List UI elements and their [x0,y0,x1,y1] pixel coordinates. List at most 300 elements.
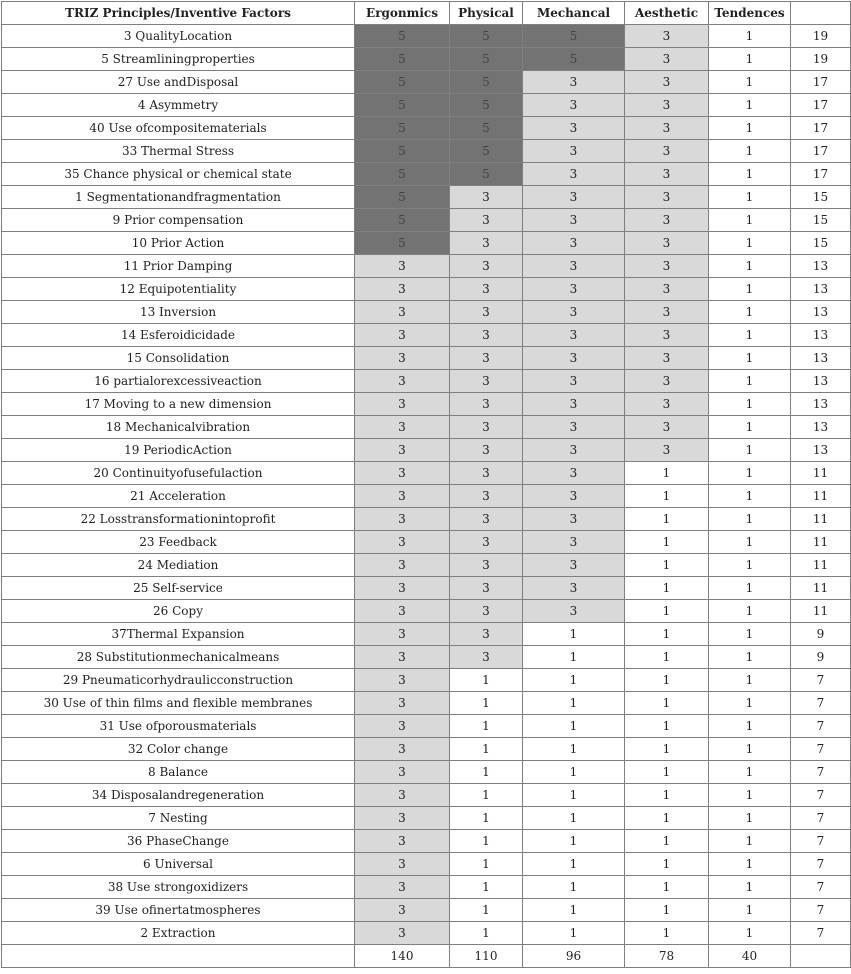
cell-tendences: 1 [709,531,791,554]
cell-mechanical: 3 [523,439,625,462]
cell-ergonomics: 3 [355,554,450,577]
cell-aesthetic: 3 [625,439,709,462]
cell-total: 17 [791,117,851,140]
cell-total: 7 [791,692,851,715]
table-row [2,715,851,738]
table-row [2,324,851,347]
table-row [2,508,851,531]
principle-label: 26 Copy [2,600,355,623]
principle-label: 5 Streamliningproperties [2,48,355,71]
cell-physical: 3 [450,393,523,416]
cell-mechanical: 5 [523,25,625,48]
cell-physical: 1 [450,715,523,738]
cell-tendences: 1 [709,232,791,255]
table-row [2,485,851,508]
cell-tendences: 1 [709,186,791,209]
cell-total: 13 [791,324,851,347]
cell-mechanical: 1 [523,669,625,692]
cell-total: 11 [791,531,851,554]
cell-mechanical: 3 [523,416,625,439]
cell-ergonomics: 3 [355,600,450,623]
principle-label: 11 Prior Damping [2,255,355,278]
total-aesthetic: 78 [625,945,709,968]
cell-total: 13 [791,370,851,393]
cell-physical: 3 [450,554,523,577]
cell-tendences: 1 [709,209,791,232]
cell-aesthetic: 3 [625,163,709,186]
table-row [2,48,851,71]
cell-total: 13 [791,347,851,370]
cell-tendences: 1 [709,922,791,945]
cell-physical: 3 [450,439,523,462]
cell-total: 17 [791,163,851,186]
cell-aesthetic: 3 [625,209,709,232]
cell-physical: 5 [450,48,523,71]
cell-tendences: 1 [709,278,791,301]
cell-ergonomics: 5 [355,140,450,163]
cell-total: 7 [791,853,851,876]
cell-physical: 1 [450,853,523,876]
cell-total: 7 [791,715,851,738]
cell-ergonomics: 3 [355,830,450,853]
table-row [2,738,851,761]
cell-tendences: 1 [709,163,791,186]
cell-tendences: 1 [709,876,791,899]
table-row [2,140,851,163]
cell-physical: 3 [450,255,523,278]
cell-tendences: 1 [709,48,791,71]
cell-physical: 1 [450,876,523,899]
cell-aesthetic: 1 [625,784,709,807]
cell-physical: 5 [450,71,523,94]
cell-tendences: 1 [709,761,791,784]
cell-tendences: 1 [709,94,791,117]
table-row [2,71,851,94]
cell-tendences: 1 [709,393,791,416]
cell-aesthetic: 3 [625,48,709,71]
table-row [2,876,851,899]
cell-physical: 3 [450,600,523,623]
table-row [2,692,851,715]
cell-mechanical: 1 [523,646,625,669]
cell-aesthetic: 1 [625,922,709,945]
cell-ergonomics: 5 [355,48,450,71]
cell-tendences: 1 [709,462,791,485]
cell-mechanical: 3 [523,71,625,94]
principle-label: 1 Segmentationandfragmentation [2,186,355,209]
table-row [2,853,851,876]
cell-ergonomics: 5 [355,232,450,255]
cell-physical: 3 [450,301,523,324]
cell-ergonomics: 3 [355,416,450,439]
cell-physical: 1 [450,899,523,922]
table-row [2,807,851,830]
cell-total: 15 [791,186,851,209]
cell-mechanical: 3 [523,531,625,554]
cell-physical: 3 [450,209,523,232]
cell-aesthetic: 1 [625,577,709,600]
cell-ergonomics: 3 [355,347,450,370]
cell-aesthetic: 3 [625,393,709,416]
cell-mechanical: 3 [523,485,625,508]
table-row [2,186,851,209]
cell-aesthetic: 3 [625,278,709,301]
cell-total: 19 [791,48,851,71]
principle-label: 24 Mediation [2,554,355,577]
cell-aesthetic: 1 [625,738,709,761]
cell-mechanical: 3 [523,94,625,117]
cell-ergonomics: 5 [355,25,450,48]
cell-ergonomics: 3 [355,324,450,347]
principle-label: 3 QualityLocation [2,25,355,48]
cell-physical: 1 [450,669,523,692]
cell-ergonomics: 3 [355,531,450,554]
cell-total: 19 [791,25,851,48]
table-row [2,830,851,853]
cell-tendences: 1 [709,738,791,761]
cell-tendences: 1 [709,807,791,830]
cell-aesthetic: 3 [625,255,709,278]
cell-tendences: 1 [709,416,791,439]
principle-label: 36 PhaseChange [2,830,355,853]
cell-physical: 3 [450,416,523,439]
cell-total: 7 [791,761,851,784]
table-row [2,600,851,623]
cell-mechanical: 1 [523,830,625,853]
cell-aesthetic: 1 [625,531,709,554]
principle-label: 25 Self-service [2,577,355,600]
cell-tendences: 1 [709,853,791,876]
cell-aesthetic: 3 [625,25,709,48]
principle-label: 21 Acceleration [2,485,355,508]
total-mechanical: 96 [523,945,625,968]
principle-label: 39 Use ofinertatmospheres [2,899,355,922]
cell-tendences: 1 [709,508,791,531]
cell-mechanical: 1 [523,922,625,945]
cell-mechanical: 1 [523,876,625,899]
cell-tendences: 1 [709,25,791,48]
cell-aesthetic: 3 [625,347,709,370]
table-body [2,25,851,945]
principle-label: 8 Balance [2,761,355,784]
principle-label: 10 Prior Action [2,232,355,255]
cell-aesthetic: 1 [625,830,709,853]
cell-mechanical: 3 [523,186,625,209]
cell-mechanical: 1 [523,899,625,922]
cell-physical: 3 [450,370,523,393]
cell-ergonomics: 3 [355,462,450,485]
cell-ergonomics: 3 [355,646,450,669]
table-row [2,531,851,554]
header-total [791,2,851,25]
cell-mechanical: 1 [523,715,625,738]
cell-total: 11 [791,462,851,485]
cell-mechanical: 5 [523,48,625,71]
table-row [2,669,851,692]
cell-ergonomics: 3 [355,577,450,600]
cell-tendences: 1 [709,140,791,163]
cell-mechanical: 3 [523,232,625,255]
table-row [2,784,851,807]
principle-label: 19 PeriodicAction [2,439,355,462]
principle-label: 2 Extraction [2,922,355,945]
cell-total: 15 [791,232,851,255]
cell-aesthetic: 1 [625,876,709,899]
total-tendences: 40 [709,945,791,968]
header-aesthetic: Aesthetic [625,2,709,25]
cell-tendences: 1 [709,600,791,623]
cell-physical: 3 [450,324,523,347]
cell-ergonomics: 3 [355,692,450,715]
cell-mechanical: 3 [523,600,625,623]
cell-mechanical: 3 [523,209,625,232]
cell-ergonomics: 5 [355,71,450,94]
table-row [2,393,851,416]
principle-label: 30 Use of thin films and flexible membranes [2,692,355,715]
cell-total: 13 [791,416,851,439]
cell-aesthetic: 1 [625,761,709,784]
cell-tendences: 1 [709,692,791,715]
cell-tendences: 1 [709,830,791,853]
cell-tendences: 1 [709,117,791,140]
cell-total: 7 [791,784,851,807]
cell-total: 7 [791,830,851,853]
cell-physical: 3 [450,623,523,646]
cell-total: 13 [791,393,851,416]
principle-label: 7 Nesting [2,807,355,830]
cell-aesthetic: 1 [625,623,709,646]
cell-ergonomics: 3 [355,370,450,393]
header-mechanical: Mechancal [523,2,625,25]
cell-tendences: 1 [709,623,791,646]
cell-mechanical: 1 [523,738,625,761]
table-row [2,94,851,117]
principle-label: 27 Use andDisposal [2,71,355,94]
cell-ergonomics: 3 [355,876,450,899]
table-row [2,117,851,140]
principle-label: 33 Thermal Stress [2,140,355,163]
cell-total: 11 [791,508,851,531]
total-ergonomics: 140 [355,945,450,968]
cell-mechanical: 1 [523,853,625,876]
cell-mechanical: 3 [523,163,625,186]
table-row [2,623,851,646]
table-row [2,761,851,784]
header-physical: Physical [450,2,523,25]
cell-ergonomics: 3 [355,439,450,462]
principle-label: 28 Substitutionmechanicalmeans [2,646,355,669]
cell-total: 9 [791,646,851,669]
header-ergonomics: Ergonmics [355,2,450,25]
cell-physical: 1 [450,807,523,830]
cell-total: 7 [791,922,851,945]
cell-aesthetic: 3 [625,94,709,117]
cell-ergonomics: 3 [355,508,450,531]
cell-aesthetic: 1 [625,715,709,738]
cell-ergonomics: 3 [355,899,450,922]
cell-physical: 5 [450,163,523,186]
totals-label [2,945,355,968]
cell-mechanical: 3 [523,462,625,485]
cell-total: 7 [791,669,851,692]
table-row [2,232,851,255]
principle-label: 6 Universal [2,853,355,876]
cell-ergonomics: 5 [355,209,450,232]
cell-physical: 1 [450,922,523,945]
cell-total: 13 [791,278,851,301]
cell-tendences: 1 [709,301,791,324]
principle-label: 35 Chance physical or chemical state [2,163,355,186]
cell-ergonomics: 3 [355,255,450,278]
total-overall [791,945,851,968]
cell-ergonomics: 5 [355,163,450,186]
cell-tendences: 1 [709,554,791,577]
cell-physical: 5 [450,117,523,140]
cell-tendences: 1 [709,439,791,462]
cell-physical: 3 [450,485,523,508]
cell-mechanical: 3 [523,347,625,370]
cell-total: 11 [791,485,851,508]
principle-label: 29 Pneumaticorhydraulicconstruction [2,669,355,692]
total-physical: 110 [450,945,523,968]
cell-total: 7 [791,899,851,922]
cell-physical: 3 [450,508,523,531]
triz-table [1,1,851,968]
table-row [2,278,851,301]
cell-mechanical: 3 [523,278,625,301]
table-row [2,255,851,278]
cell-aesthetic: 3 [625,186,709,209]
cell-mechanical: 3 [523,117,625,140]
cell-physical: 3 [450,577,523,600]
principle-label: 40 Use ofcompositematerials [2,117,355,140]
table-row [2,163,851,186]
principle-label: 12 Equipotentiality [2,278,355,301]
principle-label: 16 partialorexcessiveaction [2,370,355,393]
cell-tendences: 1 [709,370,791,393]
principle-label: 32 Color change [2,738,355,761]
cell-total: 13 [791,301,851,324]
table-row [2,209,851,232]
cell-mechanical: 3 [523,324,625,347]
cell-total: 11 [791,600,851,623]
cell-aesthetic: 1 [625,807,709,830]
cell-ergonomics: 3 [355,715,450,738]
cell-aesthetic: 1 [625,646,709,669]
principle-label: 20 Continuityofusefulaction [2,462,355,485]
cell-total: 7 [791,876,851,899]
cell-mechanical: 1 [523,784,625,807]
cell-total: 17 [791,71,851,94]
cell-physical: 5 [450,94,523,117]
cell-mechanical: 3 [523,577,625,600]
cell-aesthetic: 3 [625,232,709,255]
cell-total: 17 [791,140,851,163]
cell-ergonomics: 3 [355,669,450,692]
cell-ergonomics: 3 [355,301,450,324]
principle-label: 37Thermal Expansion [2,623,355,646]
cell-aesthetic: 1 [625,554,709,577]
cell-tendences: 1 [709,577,791,600]
cell-aesthetic: 3 [625,71,709,94]
cell-mechanical: 3 [523,301,625,324]
cell-aesthetic: 3 [625,301,709,324]
cell-total: 7 [791,738,851,761]
cell-mechanical: 3 [523,508,625,531]
cell-ergonomics: 3 [355,853,450,876]
principle-label: 4 Asymmetry [2,94,355,117]
cell-aesthetic: 1 [625,600,709,623]
header-principles: TRIZ Principles/Inventive Factors [2,2,355,25]
cell-tendences: 1 [709,669,791,692]
cell-total: 17 [791,94,851,117]
cell-physical: 3 [450,462,523,485]
cell-physical: 3 [450,347,523,370]
header-tendences: Tendences [709,2,791,25]
cell-aesthetic: 1 [625,692,709,715]
cell-physical: 3 [450,646,523,669]
principle-label: 22 Losstransformationintoprofit [2,508,355,531]
cell-ergonomics: 5 [355,186,450,209]
principle-label: 15 Consolidation [2,347,355,370]
principle-label: 31 Use ofporousmaterials [2,715,355,738]
principle-label: 38 Use strongoxidizers [2,876,355,899]
table-row [2,922,851,945]
cell-total: 9 [791,623,851,646]
cell-aesthetic: 1 [625,853,709,876]
principle-label: 9 Prior compensation [2,209,355,232]
cell-total: 11 [791,554,851,577]
cell-ergonomics: 5 [355,117,450,140]
cell-physical: 1 [450,830,523,853]
table-row [2,301,851,324]
cell-ergonomics: 5 [355,94,450,117]
cell-ergonomics: 3 [355,922,450,945]
cell-mechanical: 1 [523,761,625,784]
table-row [2,347,851,370]
cell-physical: 3 [450,531,523,554]
header-row [2,2,851,25]
cell-tendences: 1 [709,324,791,347]
cell-mechanical: 3 [523,370,625,393]
cell-aesthetic: 3 [625,416,709,439]
cell-physical: 1 [450,738,523,761]
cell-physical: 1 [450,692,523,715]
cell-ergonomics: 3 [355,278,450,301]
cell-mechanical: 3 [523,255,625,278]
cell-ergonomics: 3 [355,393,450,416]
cell-tendences: 1 [709,899,791,922]
cell-tendences: 1 [709,784,791,807]
cell-physical: 3 [450,186,523,209]
table-row [2,646,851,669]
cell-physical: 5 [450,140,523,163]
table-row [2,439,851,462]
cell-physical: 3 [450,278,523,301]
cell-physical: 3 [450,232,523,255]
cell-total: 15 [791,209,851,232]
cell-mechanical: 3 [523,554,625,577]
cell-tendences: 1 [709,485,791,508]
cell-aesthetic: 1 [625,669,709,692]
cell-tendences: 1 [709,71,791,94]
cell-total: 13 [791,255,851,278]
table-row [2,370,851,393]
cell-total: 7 [791,807,851,830]
principle-label: 14 Esferoidicidade [2,324,355,347]
cell-ergonomics: 3 [355,807,450,830]
cell-ergonomics: 3 [355,623,450,646]
